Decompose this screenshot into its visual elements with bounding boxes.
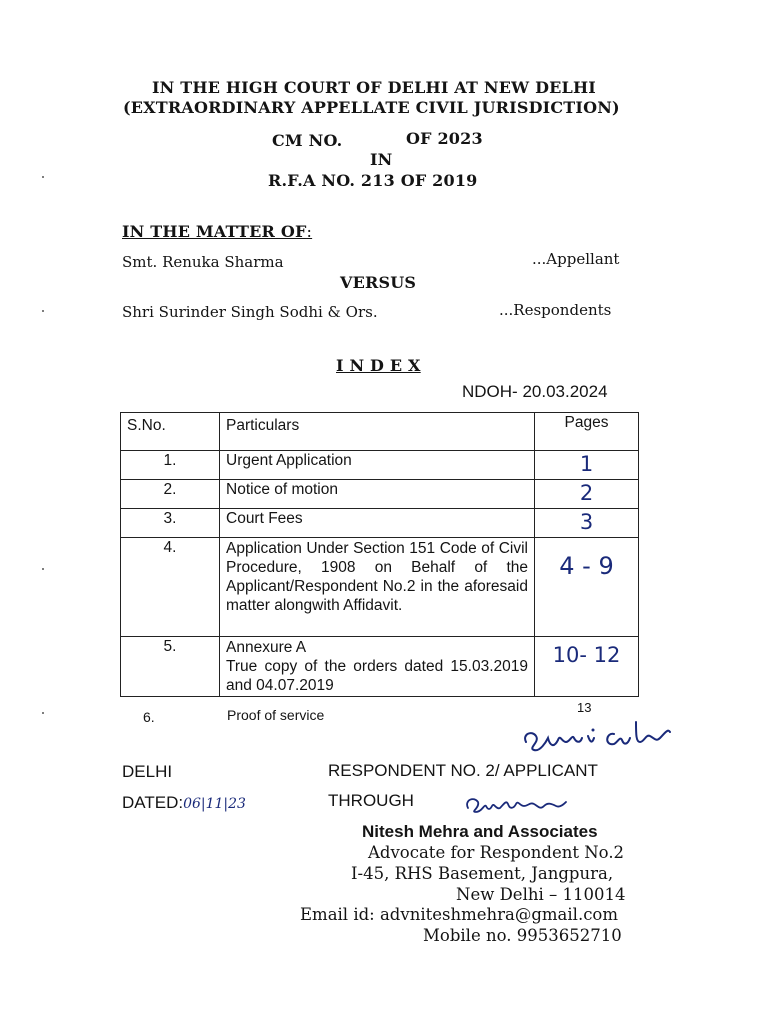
row-pages: 2 bbox=[535, 480, 639, 509]
column-header-particulars: Particulars bbox=[220, 413, 535, 451]
cm-year: OF 2023 bbox=[406, 129, 483, 148]
table-row bbox=[121, 538, 639, 637]
through-label: THROUGH bbox=[328, 791, 414, 810]
cm-number-label: CM NO. bbox=[272, 131, 343, 150]
table-row bbox=[121, 451, 639, 480]
row-pages: 3 bbox=[535, 509, 639, 538]
respondent-name: Shri Surinder Singh Sodhi & Ors. bbox=[122, 303, 378, 321]
scan-speck bbox=[42, 176, 44, 178]
row-particulars bbox=[220, 637, 535, 697]
dated-line bbox=[122, 793, 246, 813]
firm-name: Nitesh Mehra and Associates bbox=[362, 822, 598, 841]
jurisdiction-title: (EXTRAORDINARY APPELLATE CIVIL JURISDICTION) bbox=[123, 98, 620, 117]
index-title: I N D E X bbox=[336, 356, 421, 375]
dated-label: DATED: bbox=[122, 793, 184, 812]
email-line: Email id: advniteshmehra@gmail.com bbox=[300, 905, 619, 924]
scan-speck bbox=[42, 712, 44, 714]
column-header-pages: Pages bbox=[535, 413, 639, 451]
row-sno: 4. bbox=[121, 538, 220, 637]
row-sno: 2. bbox=[121, 480, 220, 509]
respondent-applicant: RESPONDENT NO. 2/ APPLICANT bbox=[328, 761, 598, 780]
row-particulars: Court Fees bbox=[220, 509, 535, 538]
extra-row-particulars: Proof of service bbox=[227, 707, 325, 723]
row-sno: 5. bbox=[121, 637, 220, 697]
appellant-name: Smt. Renuka Sharma bbox=[122, 253, 284, 271]
annexure-label: Annexure A bbox=[226, 639, 307, 656]
matter-heading: IN THE MATTER OF: bbox=[122, 222, 313, 241]
row-sno: 1. bbox=[121, 451, 220, 480]
column-header-sno: S.No. bbox=[121, 413, 220, 451]
table-row bbox=[121, 509, 639, 538]
scan-speck bbox=[42, 568, 44, 570]
dated-value: 06|11|23 bbox=[183, 796, 246, 812]
table-row bbox=[121, 637, 639, 697]
mobile-line: Mobile no. 9953652710 bbox=[423, 926, 622, 945]
place-label: DELHI bbox=[122, 762, 173, 781]
row-sno: 3. bbox=[121, 509, 220, 538]
in-label: IN bbox=[370, 150, 393, 169]
row-particulars: Notice of motion bbox=[220, 480, 535, 509]
scan-speck bbox=[42, 310, 44, 312]
handwritten-signature bbox=[518, 712, 698, 758]
table-row bbox=[121, 480, 639, 509]
index-table bbox=[120, 412, 639, 697]
rfa-number: R.F.A NO. 213 OF 2019 bbox=[268, 171, 478, 190]
address-line-1: I-45, RHS Basement, Jangpura, bbox=[351, 864, 614, 883]
table-header-row bbox=[121, 413, 639, 451]
appellant-role: ...Appellant bbox=[532, 250, 620, 268]
address-line-2: New Delhi – 110014 bbox=[456, 885, 626, 904]
ndoh-date: NDOH- 20.03.2024 bbox=[462, 382, 608, 401]
versus-label: VERSUS bbox=[340, 273, 417, 292]
row-particulars: Application Under Section 151 Code of Civil Procedure, 1908 on Behalf of the Applicant/Respondent No.2 in the aforesaid matter alongwith Affidavit. bbox=[220, 538, 535, 637]
annexure-description: True copy of the orders dated 15.03.2019 and 04.07.2019 bbox=[226, 658, 528, 694]
advocate-signature bbox=[462, 790, 572, 818]
court-title: IN THE HIGH COURT OF DELHI AT NEW DELHI bbox=[152, 78, 596, 97]
row-particulars: Urgent Application bbox=[220, 451, 535, 480]
row-pages: 10- 12 bbox=[535, 637, 639, 697]
row-pages: 4 - 9 bbox=[535, 538, 639, 637]
respondent-role: ...Respondents bbox=[499, 301, 612, 319]
advocate-for: Advocate for Respondent No.2 bbox=[368, 843, 625, 862]
extra-row-sno: 6. bbox=[143, 709, 155, 725]
row-pages: 1 bbox=[535, 451, 639, 480]
extra-row-pages: 13 bbox=[577, 700, 592, 715]
